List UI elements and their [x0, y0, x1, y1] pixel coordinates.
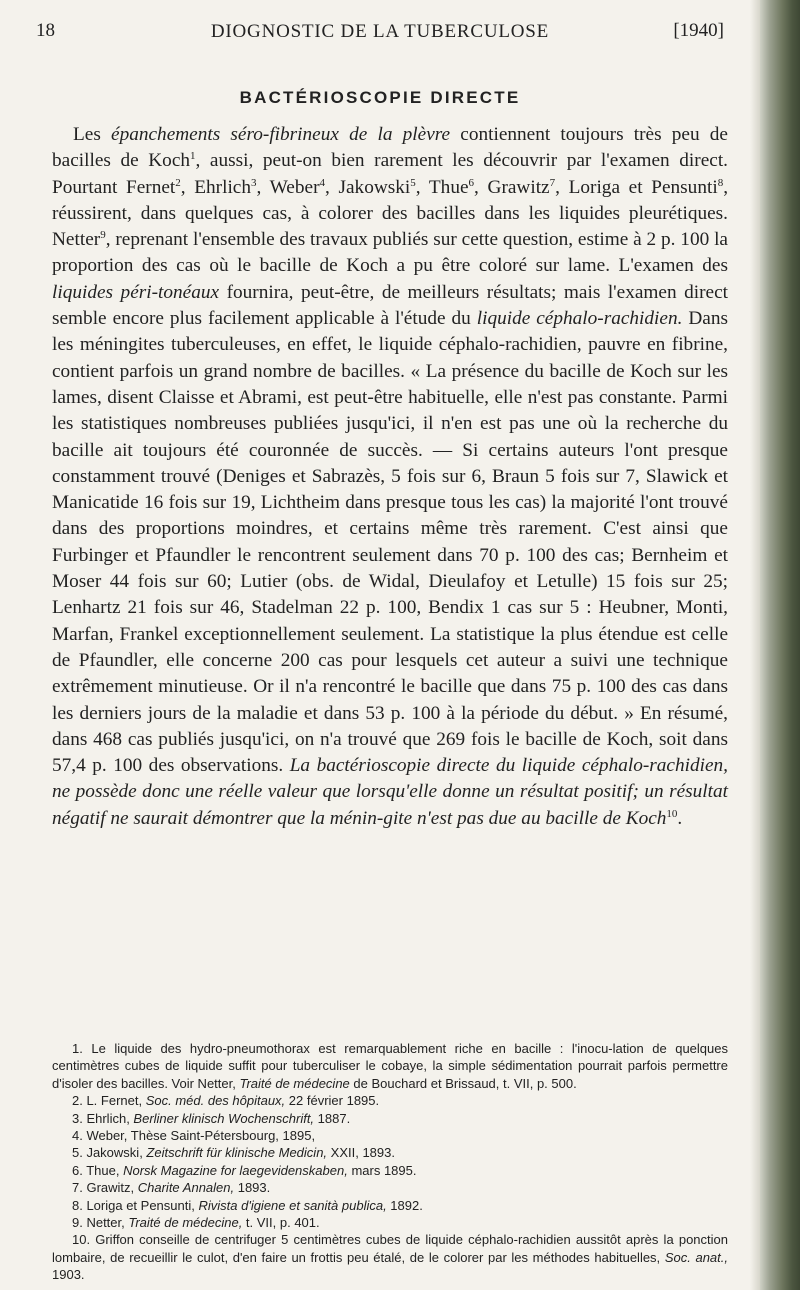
- footnote-ref: 5: [410, 176, 416, 189]
- footnote-ref: 4: [319, 176, 325, 189]
- page-number: 18: [36, 20, 55, 41]
- footnote-ref: 10: [666, 807, 678, 820]
- footnote-ref: 3: [251, 176, 257, 189]
- emphasis-conclusion: La bactérioscopie directe du liquide céphalo-rachidien, ne possède donc une réelle valeur que lorsqu'elle donne un résultat positif; un résultat négatif ne saurait démontrer que la ménin-gite n'est pas due au bacille de Koch: [52, 755, 728, 829]
- running-header: [36, 20, 724, 48]
- footnote-item: 6. Thue, Norsk Magazine for laegevidenskaben, mars 1895.: [72, 1162, 417, 1178]
- footnote-item: 1. Le liquide des hydro-pneumothorax est remarquablement riche en bacille : l'inocu-lation de quelques centimètres cubes de liquide suffit pour tuberculiser le cobaye, la simple sédimentation pourrait parfois permettre d'isoler des bacilles. Voir Netter, Traité de médecine de Bouchard et Brissaud, t. VII, p. 500.: [52, 1041, 728, 1091]
- footnote-item: 3. Ehrlich, Berliner klinisch Wochenschrift, 1887.: [72, 1110, 351, 1126]
- running-title: DIOGNOSTIC DE LA TUBERCULOSE: [210, 21, 550, 42]
- section-title: BACTÉRIOSCOPIE DIRECTE: [239, 88, 521, 107]
- footnote-ref: 6: [468, 176, 475, 189]
- footnote-item: 10. Griffon conseille de centrifuger 5 centimètres cubes de liquide céphalo-rachidien aussitôt après la ponction lombaire, de recueillir le culot, d'en faire un frottis peu étalé, de le colorer par les méthodes habituelles, Soc. anat., 1903.: [52, 1232, 728, 1283]
- footnotes-list: [52, 1040, 728, 1284]
- footnote-item: 8. Loriga et Pensunti, Rivista d'igiene et sanità publica, 1892.: [72, 1197, 423, 1213]
- footnote-ref: 7: [549, 176, 556, 189]
- footnote-item: 9. Netter, Traité de médecine, t. VII, p. 401.: [72, 1215, 320, 1231]
- footnote-item: 7. Grawitz, Charite Annalen, 1893.: [72, 1180, 271, 1196]
- footnote-ref: 1: [190, 150, 196, 163]
- book-spine-edge: [760, 0, 800, 1290]
- footnote-ref: 2: [175, 176, 181, 189]
- footnote-item: 5. Jakowski, Zeitschrift für klinische Medicin, XXII, 1893.: [72, 1145, 395, 1161]
- footnote-ref: 9: [100, 229, 106, 242]
- emphasis-cerebrospinal-liquid: liquide céphalo-rachidien.: [476, 308, 683, 330]
- footnote-ref: 8: [717, 176, 724, 189]
- header-year: [1940]: [673, 20, 724, 41]
- main-paragraph: Les épanchements séro-fibrineux de la plèvre contiennent toujours très peu de bacilles de Koch$^1$, aussi, peut-on bien rarement les découvrir par l'examen direct. Pourtant Fernet$^2$, Ehrlich$^3$, Weber$^4$, Jakowski$^5$, Thue$^6$, Grawitz$^7$, Loriga et Pensunti$^8$, réussirent, dans quelques cas, à colorer des bacilles dans les liquides pleurétiques. Netter$^9$, reprenant l'ensemble des travaux publiés sur cette question, estime à 2 p. 100 la proportion des cas où le bacille de Koch a pu être coloré sur lame. L'examen des liquides péri-tonéaux fournira, peut-être, de meilleurs résultats; mais l'examen direct semble encore plus facilement applicable à l'étude du liquide céphalo-rachidien. Dans les méningites tuberculeuses, en effet, le liquide céphalo-rachidien, pauvre en fibrine, contient parfois un grand nombre de bacilles. « La présence du bacille de Koch sur les lames, disent Claisse et Abrami, est peut-être habituelle, elle n'est pas constante. Parmi les statistiques nombreuses publiées jusqu'ici, il n'en est pas une où la recherche du bacille ait toujours été couronnée de succès. — Si certains auteurs l'ont presque constamment trouvé (Deniges et Sabrazès, 5 fois sur 6, Braun 5 fois sur 7, Slawick et Manicatide 16 fois sur 19, Lichtheim dans presque tous les cas) la majorité l'ont trouvé dans des proportions moindres, et certains même très rarement. C'est ainsi que Furbinger et Pfaundler le rencontrent seulement dans 70 p. 100 des cas; Bernheim et Moser 44 fois sur 60; Lutier (obs. de Widal, Dieulafoy et Letulle) 15 fois sur 25; Lenhartz 21 fois sur 46, Stadelman 22 p. 100, Bendix 1 cas sur 5 : Heubner, Monti, Marfan, Frankel exceptionnellement seulement. La statistique la plus étendue est celle de Pfaundler, elle concerne 200 cas pour lesquels cet auteur a suivi une technique extrêmement minutieuse. Or il n'a rencontré le bacille que dans 75 p. 100 des cas dans les derniers jours de la maladie et dans 53 p. 100 à la période du début. » En résumé, dans 468 cas publiés jusqu'ici, on n'a trouvé que 269 fois le bacille de Koch, soit dans 57,4 p. 100 des observations. La bactérioscopie directe du liquide céphalo-rachidien, ne possède donc une réelle valeur que lorsqu'elle donne un résultat positif; un résultat négatif ne saurait démontrer que la ménin-gite n'est pas due au bacille de Koch$^{10}$.: [52, 124, 729, 829]
- emphasis-peritoneal-liquids: liquides péri-tonéaux: [52, 281, 220, 303]
- footnote-item: 2. L. Fernet, Soc. méd. des hôpitaux, 22 février 1895.: [72, 1093, 380, 1109]
- emphasis-pleural-effusions: épanchements séro-fibrineux de la plèvre: [111, 124, 451, 145]
- footnote-item: 4. Weber, Thèse Saint-Pétersbourg, 1895,: [72, 1128, 316, 1144]
